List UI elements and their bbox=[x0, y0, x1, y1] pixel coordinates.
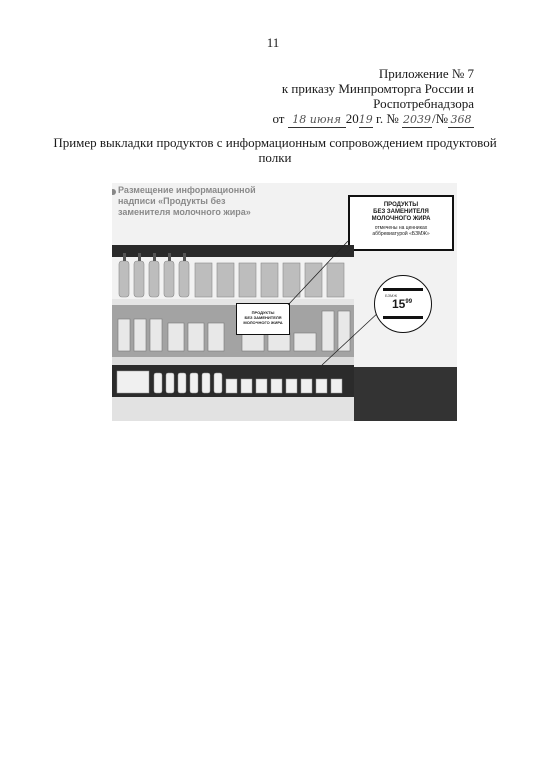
title-line-1: Пример выкладки продуктов с информационным сопровождением продуктовой bbox=[53, 135, 497, 150]
tag-top-bar bbox=[383, 288, 423, 291]
page-number: 11 bbox=[266, 35, 280, 50]
shelf-sign-line-2: БЕЗ ЗАМЕНИТЕЛЯ bbox=[244, 315, 282, 320]
shelf-sign-line-3: МОЛОЧНОГО ЖИРА bbox=[243, 320, 283, 325]
document-title bbox=[40, 135, 510, 165]
title-line-2: полки bbox=[258, 150, 292, 165]
handwritten-number-1: 2039 bbox=[402, 113, 431, 126]
appendix-line-3: Роспотребнадзора bbox=[373, 96, 474, 111]
shelf-sign-line-1: ПРОДУКТЫ bbox=[251, 310, 275, 315]
tag-bottom-bar bbox=[383, 316, 423, 319]
year-prefix: 20 bbox=[345, 111, 359, 126]
shelf-illustration bbox=[112, 183, 457, 421]
handwritten-number-2: 368 bbox=[448, 112, 474, 128]
caption-line-3: заменителя молочного жира» bbox=[118, 207, 251, 217]
tag-price-cents: 99 bbox=[405, 299, 413, 305]
tag-label: БЗМЖ bbox=[385, 293, 398, 298]
appendix-date-line bbox=[272, 111, 474, 128]
tag-price-value: 15 bbox=[392, 297, 406, 311]
caption-line-2: надписи «Продукты без bbox=[118, 196, 226, 206]
number-separator: /№ bbox=[431, 111, 448, 126]
date-prefix: от bbox=[272, 111, 285, 126]
sign-line-3: МОЛОЧНОГО ЖИРА bbox=[371, 216, 431, 222]
sign-line-5: аббревиатурой «БЗМЖ» bbox=[372, 231, 430, 237]
caption-line-1: Размещение информационной bbox=[118, 185, 256, 195]
appendix-line-1: Приложение № 7 bbox=[378, 66, 474, 81]
appendix-header bbox=[272, 66, 474, 128]
tag-price bbox=[392, 297, 412, 311]
appendix-line-2: к приказу Минпромторга России и bbox=[281, 81, 474, 96]
sign-line-2: БЕЗ ЗАМЕНИТЕЛЯ bbox=[373, 209, 429, 215]
number-prefix: г. № bbox=[375, 111, 399, 126]
handwritten-date: 18 июня bbox=[288, 112, 346, 128]
price-tag-zoom bbox=[374, 275, 432, 333]
sign-line-4: отмечены на ценниках bbox=[374, 225, 428, 231]
sign-line-1: ПРОДУКТЫ bbox=[383, 202, 419, 208]
handwritten-year: 19 bbox=[358, 113, 373, 126]
